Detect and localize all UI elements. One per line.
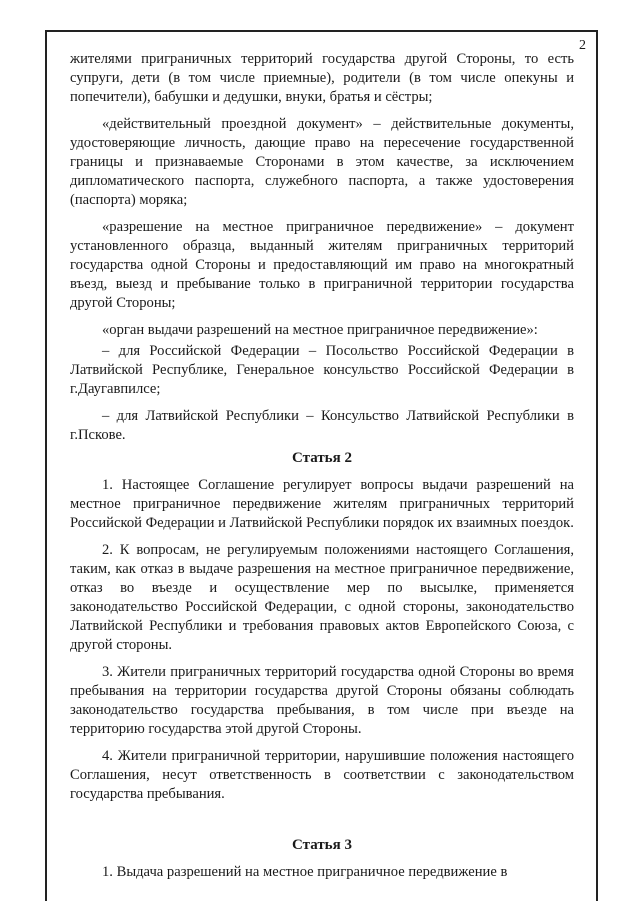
- paragraph: 3. Жители приграничных территорий государства одной Стороны во время пребывания на территории государства другой Стороны обязаны соблюдать законодательство государства пребывания, в том числе при въезде на территорию государства этой другой Стороны.: [70, 664, 574, 737]
- paragraph: – для Российской Федерации – Посольство Российской Федерации в Латвийской Республике, Генеральное консульство Российской Федерации в г.Даугавпилсе;: [70, 343, 574, 397]
- page-number: 2: [579, 38, 586, 53]
- document-page: [45, 30, 598, 901]
- paragraph: 2. К вопросам, не регулируемым положениями настоящего Соглашения, таким, как отказ в выдаче разрешения на местное приграничное передвижение, отказ во въезде и осуществление мер по высылке, применяется законодательство Российской Федерации, с одной стороны, законодательство Латвийской Республики и требования правовых актов Европейского Союза, с другой стороны.: [70, 542, 574, 653]
- document-body: [70, 50, 574, 890]
- paragraph: «действительный проездной документ» – действительные документы, удостоверяющие личность, дающие право на пересечение государственной границы и признаваемые Сторонами в этом качестве, за исключением дипломатического паспорта, служебного паспорта, а также удостоверения (паспорта) моряка;: [70, 116, 574, 208]
- article-2-heading: Статья 2: [292, 450, 352, 466]
- paragraph: жителями приграничных территорий государства другой Стороны, то есть супруги, дети (в том числе приемные), родители (в том числе опекуны и попечители), бабушки и дедушки, внуки, братья и сёстры;: [70, 51, 574, 105]
- paragraph: – для Латвийской Республики – Консульство Латвийской Республики в г.Пскове.: [70, 408, 574, 443]
- paragraph: «орган выдачи разрешений на местное приграничное передвижение»:: [102, 322, 538, 338]
- article-3-heading: Статья 3: [292, 837, 352, 853]
- paragraph: 1. Настоящее Соглашение регулирует вопросы выдачи разрешений на местное приграничное передвижение жителям приграничных территорий Российской Федерации и Латвийской Республики порядок их взаимных поездок.: [70, 477, 574, 531]
- paragraph: «разрешение на местное приграничное передвижение» – документ установленного образца, выданный жителям приграничных территорий государства одной Стороны и предоставляющий им право на многократный въезд, выезд и пребывание только в приграничной территории государства другой Стороны;: [70, 219, 574, 311]
- paragraph: 4. Жители приграничной территории, нарушившие положения настоящего Соглашения, несут ответственность в соответствии с законодательством государства пребывания.: [70, 748, 574, 802]
- paragraph: 1. Выдача разрешений на местное приграничное передвижение в: [102, 864, 508, 880]
